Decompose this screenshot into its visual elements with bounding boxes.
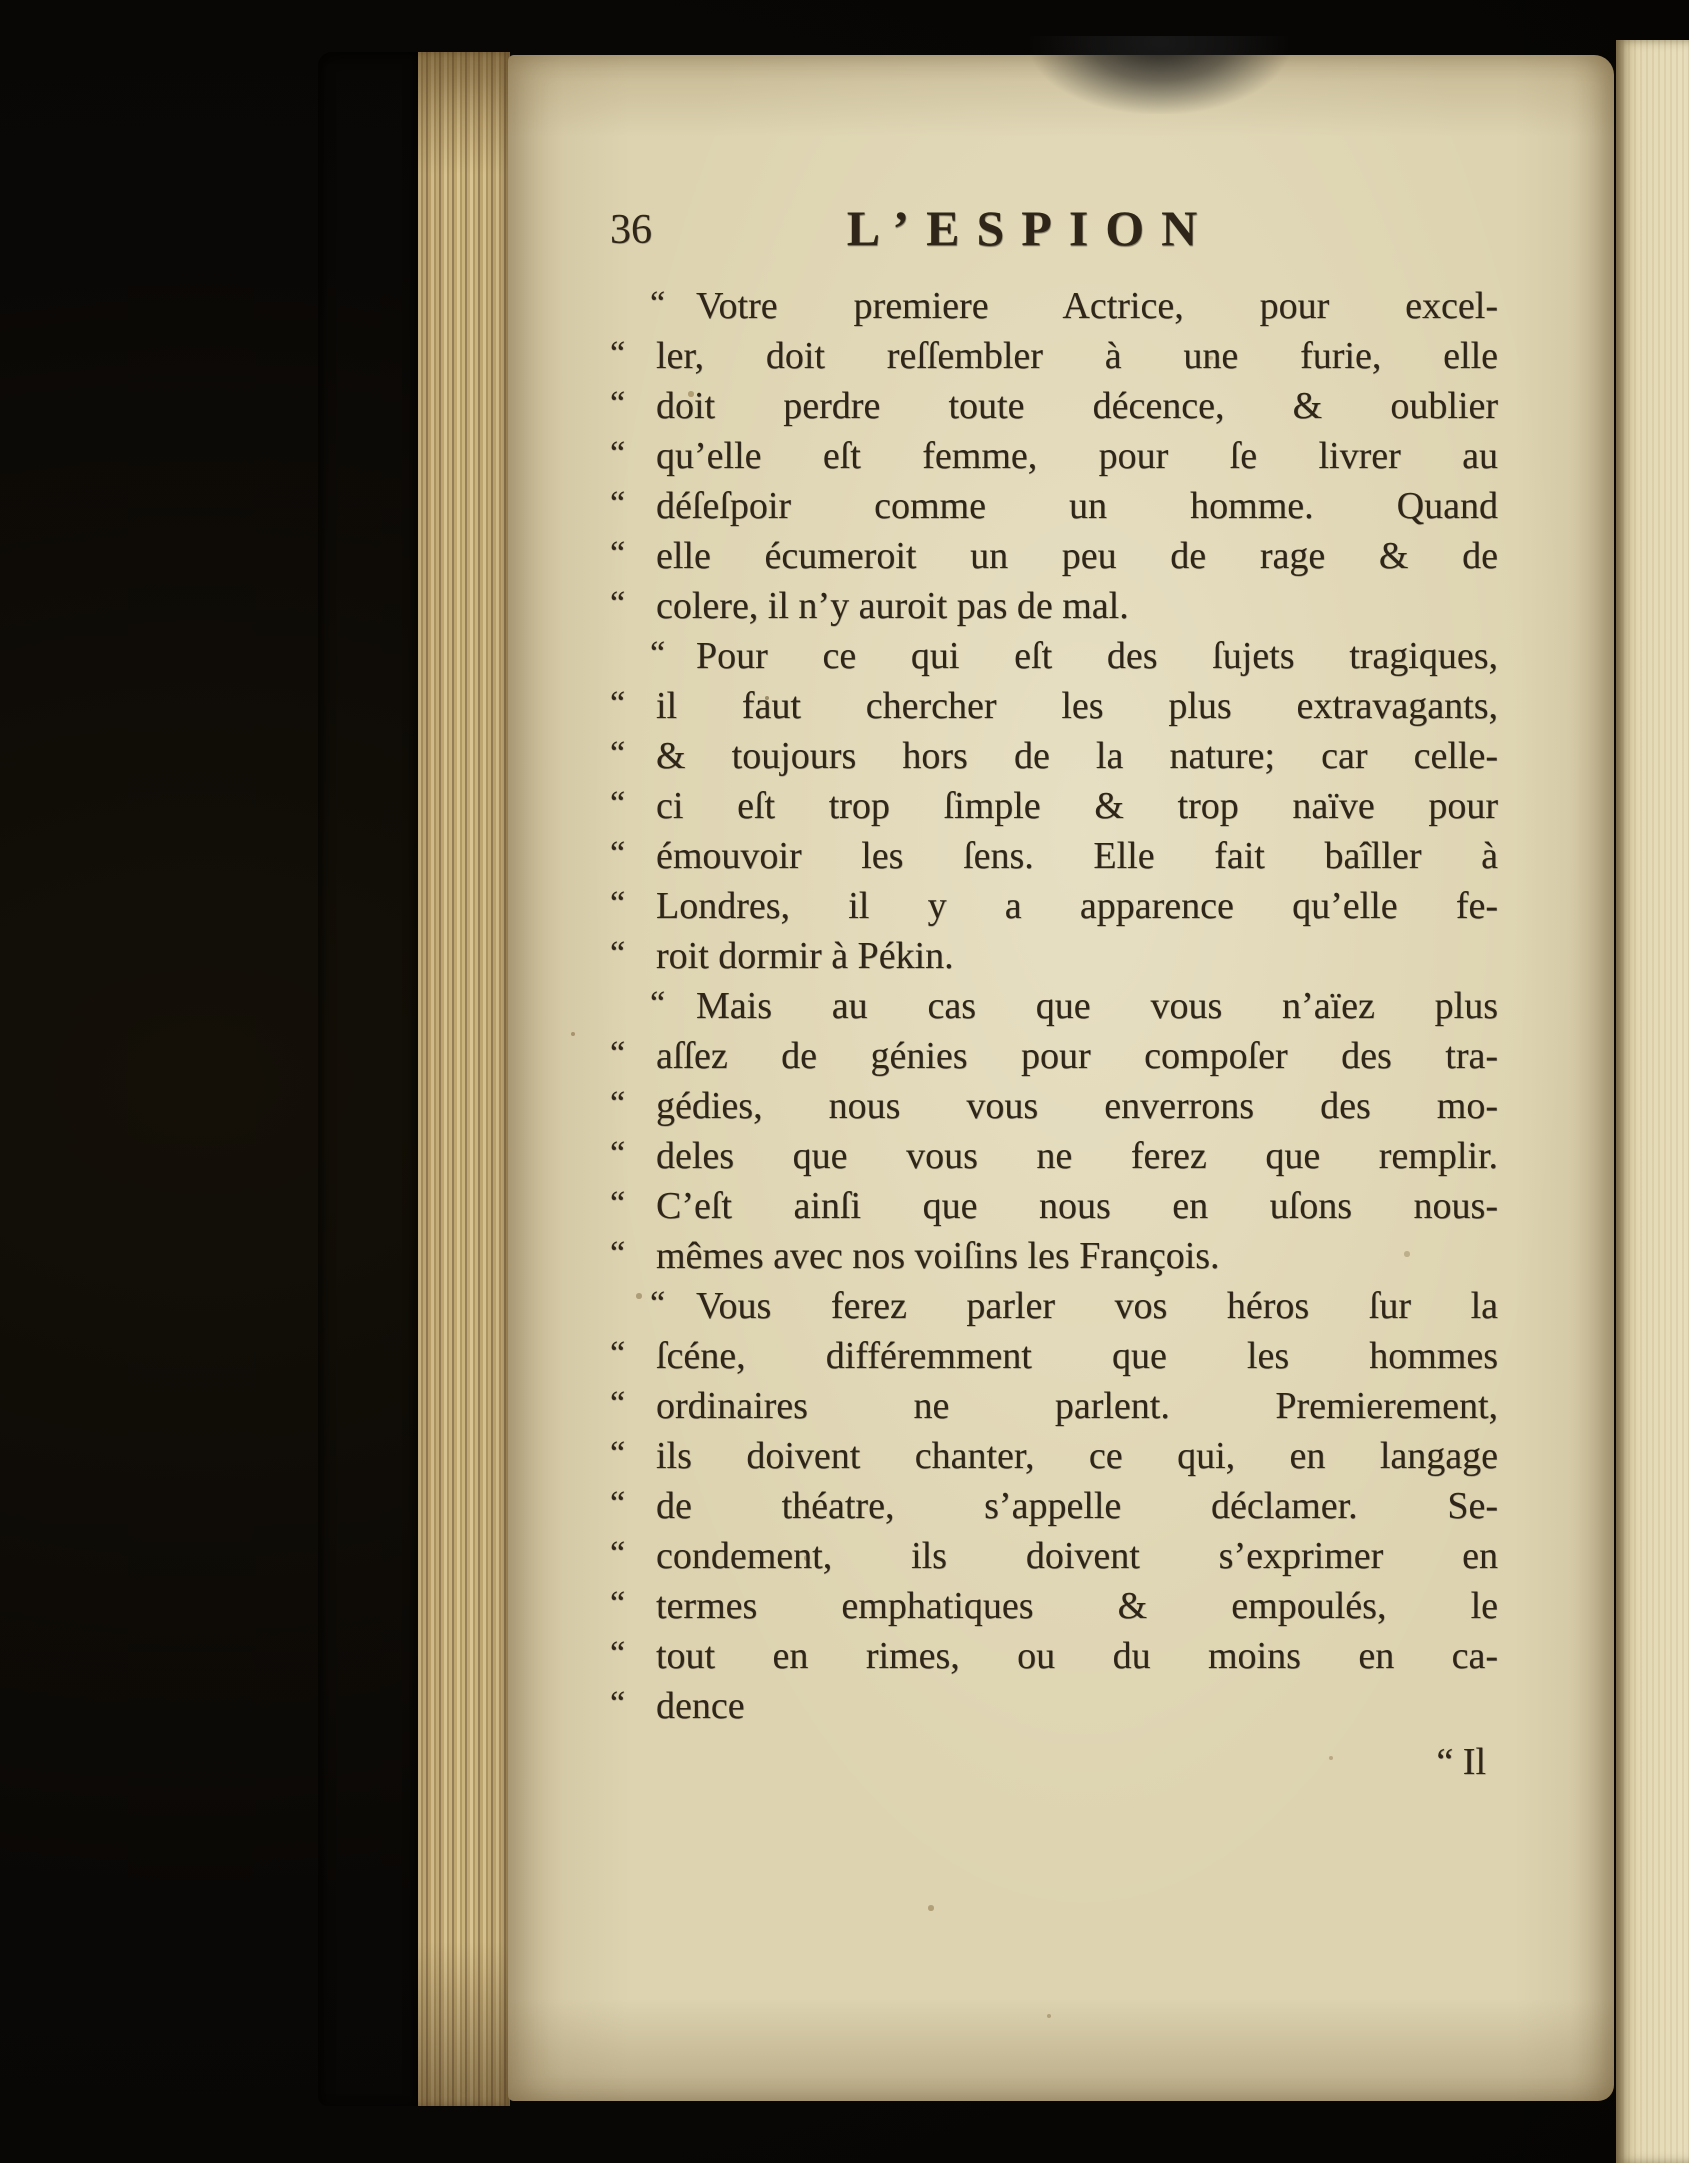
quote-mark: “: [650, 1285, 666, 1322]
line-text: déſeſpoir comme un homme. Quand: [656, 485, 1498, 527]
line-text: ordinaires ne parlent. Premierement,: [656, 1385, 1498, 1427]
text-line: [610, 381, 1498, 431]
text-line: [610, 531, 1498, 581]
quote-mark: “: [610, 1035, 626, 1072]
quote-mark: “: [610, 1435, 626, 1472]
quote-mark: “: [610, 685, 626, 722]
text-line: [610, 1231, 1498, 1281]
quote-mark: “: [610, 1685, 626, 1722]
page-number: 36: [610, 207, 652, 253]
line-text: de théatre, s’appelle déclamer. Se-: [656, 1485, 1498, 1527]
text-line: [610, 781, 1498, 831]
quote-mark: “: [610, 1085, 626, 1122]
text-line: [610, 1381, 1498, 1431]
line-text: aſſez de génies pour compoſer des tra-: [656, 1035, 1498, 1077]
text-line: [610, 1181, 1498, 1231]
line-text: gédies, nous vous enverrons des mo-: [656, 1085, 1498, 1127]
line-text: il faut chercher les plus extravagants,: [656, 685, 1498, 727]
line-text: doit perdre toute décence, & oublier: [656, 385, 1498, 427]
text-line: [610, 681, 1498, 731]
text-line: [610, 331, 1498, 381]
quote-mark: “: [610, 1385, 626, 1422]
quote-mark: “: [610, 1235, 626, 1272]
top-edge-shadow: [1030, 36, 1290, 114]
line-text: Vous ferez parler vos héros ſur la: [696, 1285, 1498, 1327]
line-text: deles que vous ne ferez que remplir.: [656, 1135, 1498, 1177]
line-text: termes emphatiques & empoulés, le: [656, 1585, 1498, 1627]
quote-mark: “: [610, 1335, 626, 1372]
line-text: Pour ce qui eſt des ſujets tragiques,: [696, 635, 1498, 677]
line-text: Londres, il y a apparence qu’elle fe-: [656, 885, 1498, 927]
text-line: [610, 1131, 1498, 1181]
line-text: & toujours hors de la nature; car celle-: [656, 735, 1498, 777]
quote-mark: “: [610, 385, 626, 422]
catchword: “ Il: [1436, 1741, 1486, 1783]
text-line: [610, 931, 1498, 981]
line-text: ler, doit reſſembler à une furie, elle: [656, 335, 1498, 377]
page-lines: [610, 281, 1498, 1731]
quote-mark: “: [610, 585, 626, 622]
text-line: [610, 631, 1498, 681]
line-text: C’eſt ainſi que nous en uſons nous-: [656, 1185, 1498, 1227]
text-line: [610, 581, 1498, 631]
line-text: condement, ils doivent s’exprimer en: [656, 1535, 1498, 1577]
quote-mark: “: [610, 435, 626, 472]
running-title: L’ESPION: [846, 200, 1215, 256]
text-line: [610, 1531, 1498, 1581]
line-text: tout en rimes, ou du moins en ca-: [656, 1635, 1498, 1677]
quote-mark: “: [610, 485, 626, 522]
text-line: [610, 1431, 1498, 1481]
quote-mark: “: [650, 635, 666, 672]
text-line: [610, 831, 1498, 881]
line-text: émouvoir les ſens. Elle fait baîller à: [656, 835, 1498, 877]
quote-mark: “: [610, 1485, 626, 1522]
line-text: qu’elle eſt femme, pour ſe livrer au: [656, 435, 1498, 477]
text-line: [610, 1631, 1498, 1681]
quote-mark: “: [610, 885, 626, 922]
line-text: Mais au cas que vous n’aïez plus: [696, 985, 1498, 1027]
fore-edge-facing-pages: [1616, 40, 1689, 2163]
text-line: [610, 881, 1498, 931]
text-line: [610, 1681, 1498, 1731]
quote-mark: “: [610, 1585, 626, 1622]
text-line: [610, 731, 1498, 781]
quote-mark: “: [610, 335, 626, 372]
quote-mark: “: [610, 1535, 626, 1572]
quote-mark: “: [650, 985, 666, 1022]
quote-mark: “: [610, 1635, 626, 1672]
line-text: dence: [656, 1685, 745, 1727]
marbled-board-spine: [318, 52, 420, 2106]
quote-mark: “: [610, 835, 626, 872]
text-line: [610, 1331, 1498, 1381]
text-line: [610, 1581, 1498, 1631]
quote-mark: “: [610, 785, 626, 822]
text-line: [610, 981, 1498, 1031]
line-text: ils doivent chanter, ce qui, en langage: [656, 1435, 1498, 1477]
text-line: [610, 1031, 1498, 1081]
text-line: [610, 281, 1498, 331]
text-line: [610, 481, 1498, 531]
text-line: [610, 431, 1498, 481]
line-text: ci eſt trop ſimple & trop naïve pour: [656, 785, 1498, 827]
line-text: colere, il n’y auroit pas de mal.: [656, 585, 1129, 627]
line-text: mêmes avec nos voiſins les François.: [656, 1235, 1220, 1277]
quote-mark: “: [610, 935, 626, 972]
text-line: [610, 1281, 1498, 1331]
quote-mark: “: [610, 535, 626, 572]
line-text: ſcéne, différemment que les hommes: [656, 1335, 1498, 1377]
quote-mark: “: [610, 1185, 626, 1222]
line-text: Votre premiere Actrice, pour excel-: [696, 285, 1498, 327]
paper-specks: [508, 55, 510, 57]
quote-mark: “: [650, 285, 666, 322]
page-stack-edges: [418, 52, 510, 2106]
book-page: [508, 55, 1614, 2101]
line-text: roit dormir à Pékin.: [656, 935, 954, 977]
quote-mark: “: [610, 735, 626, 772]
text-line: [610, 1081, 1498, 1131]
quote-mark: “: [610, 1135, 626, 1172]
text-line: [610, 1481, 1498, 1531]
line-text: elle écumeroit un peu de rage & de: [656, 535, 1498, 577]
